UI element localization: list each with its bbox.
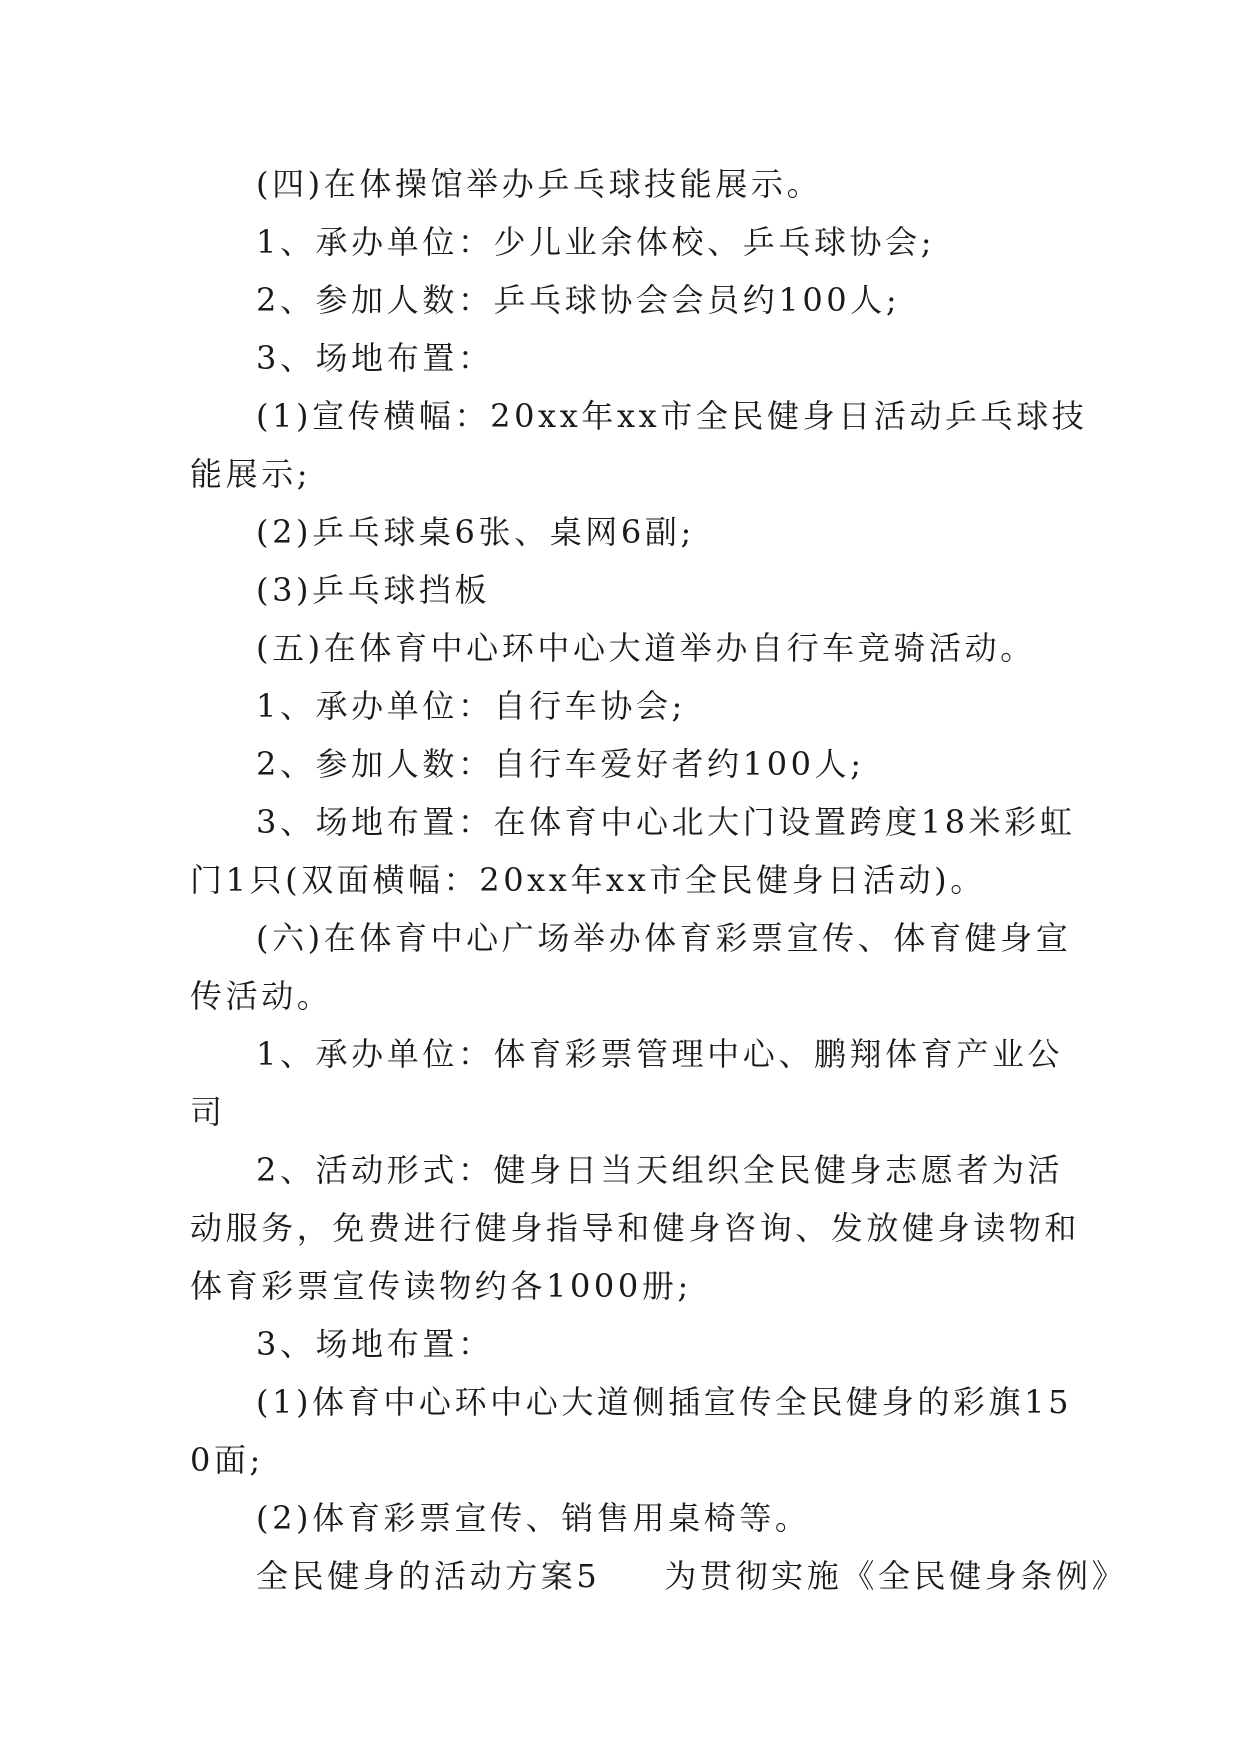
paragraph: (1)宣传横幅：20xx年xx市全民健身日活动乒乓球技能展示; [190, 397, 1088, 493]
paragraph: 1、承办单位：少儿业余体校、乒乓球协会; [256, 223, 936, 261]
paragraph: 2、活动形式：健身日当天组织全民健身志愿者为活动服务，免费进行健身指导和健身咨询、发放健身读物和体育彩票宣传读物约各1000册; [190, 1151, 1081, 1305]
paragraph: 3、场地布置：在体育中心北大门设置跨度18米彩虹门1只(双面横幅：20xx年xx市全民健身日活动)。 [190, 803, 1076, 899]
paragraph: 2、参加人数：自行车爱好者约100人; [256, 745, 865, 783]
paragraph: (2)乒乓球桌6张、桌网6副; [256, 513, 695, 551]
last-line [190, 1547, 1128, 1605]
document-body [190, 155, 1128, 1605]
paragraph: (1)体育中心环中心大道侧插宣传全民健身的彩旗150面; [190, 1383, 1073, 1479]
plan-title: 全民健身的活动方案5 [256, 1557, 601, 1595]
section-heading-4: (四)在体操馆举办乒乓球技能展示。 [256, 165, 823, 203]
plan-intro: 为贯彻实施《全民健身条例》 [664, 1557, 1128, 1595]
paragraph: 3、场地布置： [256, 339, 494, 377]
paragraph: (3)乒乓球挡板 [256, 571, 491, 609]
paragraph: (2)体育彩票宣传、销售用桌椅等。 [256, 1499, 811, 1537]
paragraph: 1、承办单位：自行车协会; [256, 687, 686, 725]
paragraph: 3、场地布置： [256, 1325, 494, 1363]
paragraph: 1、承办单位：体育彩票管理中心、鹏翔体育产业公司 [190, 1035, 1064, 1131]
section-heading-5: (五)在体育中心环中心大道举办自行车竞骑活动。 [256, 629, 1036, 667]
paragraph: 2、参加人数：乒乓球协会会员约100人; [256, 281, 901, 319]
section-heading-6: (六)在体育中心广场举办体育彩票宣传、体育健身宣传活动。 [190, 919, 1072, 1015]
